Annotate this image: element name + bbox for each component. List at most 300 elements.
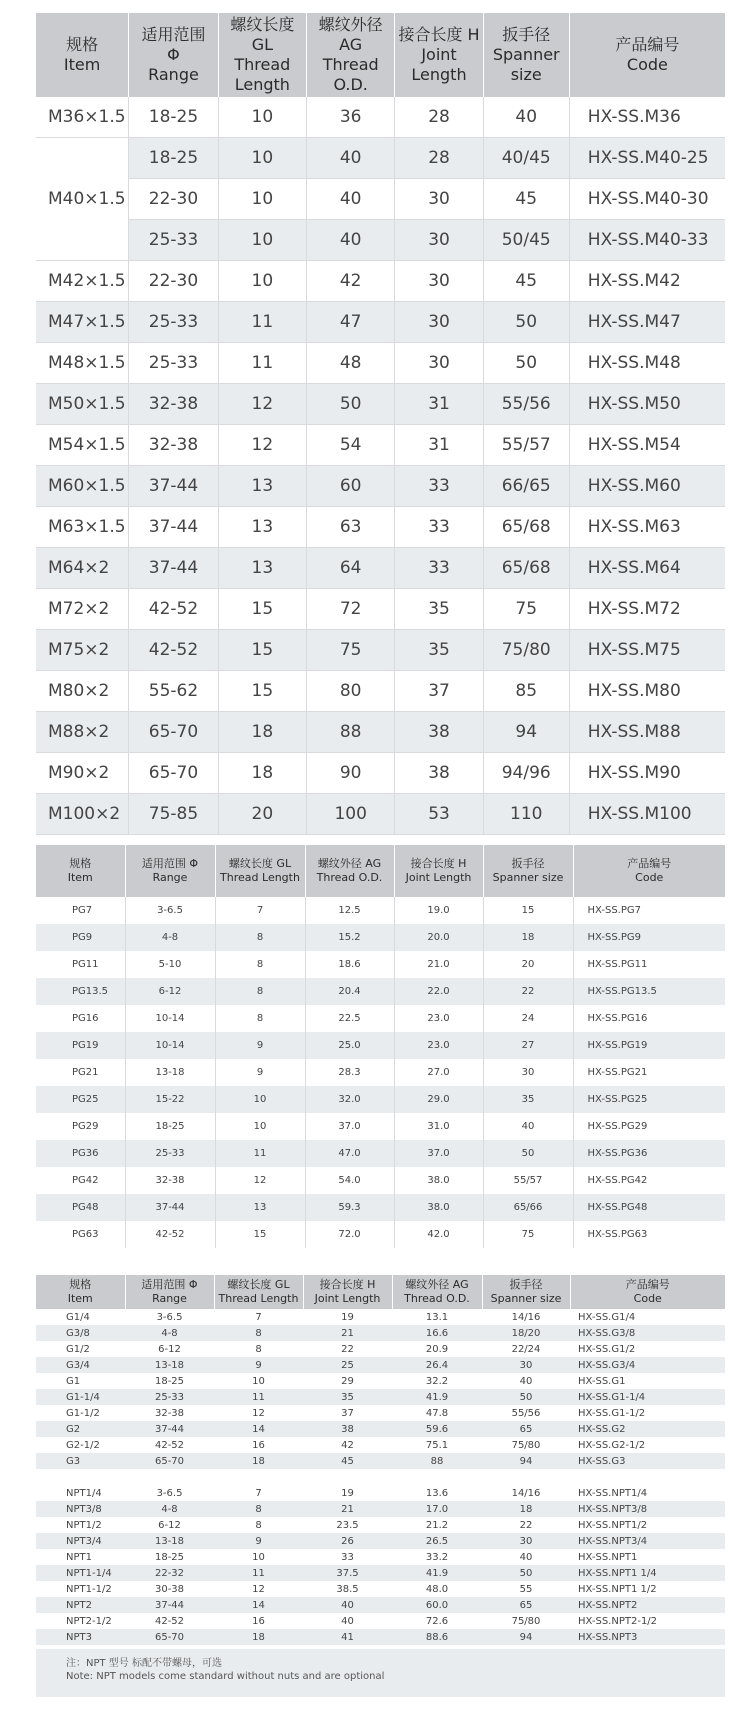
cell-thread-od: 54 [307, 425, 395, 466]
cell-joint-length: 42.0 [394, 1221, 483, 1248]
cell-thread-od: 72.6 [392, 1613, 482, 1629]
cell-thread-od: 47.8 [392, 1405, 482, 1421]
cell-thread-od: 26.5 [392, 1533, 482, 1549]
cell-item: PG63 [36, 1221, 125, 1248]
cell-thread-od: 72.0 [305, 1221, 394, 1248]
cell-spanner-size: 40 [482, 1549, 570, 1565]
cell-thread-od: 75 [307, 630, 395, 671]
table-row [36, 1405, 725, 1421]
cell-range: 18-25 [125, 1113, 215, 1140]
cell-thread-length: 13 [218, 507, 306, 548]
cell-joint-length: 30 [395, 302, 483, 343]
table-row [36, 1421, 725, 1437]
cell-range: 42-52 [125, 1437, 214, 1453]
cell-code: HX-SS.PG19 [573, 1032, 725, 1059]
cell-thread-od: 47.0 [305, 1140, 394, 1167]
cell-thread-length: 18 [218, 712, 306, 753]
cell-range: 32-38 [125, 1167, 215, 1194]
cell-thread-length: 11 [215, 1140, 305, 1167]
cell-thread-length: 11 [214, 1565, 303, 1581]
cell-item: NPT2 [36, 1597, 125, 1613]
cell-thread-od: 60.0 [392, 1597, 482, 1613]
cell-item: M54×1.5 [36, 425, 129, 466]
cell-thread-length: 10 [215, 1086, 305, 1113]
cell-thread-length: 16 [214, 1437, 303, 1453]
cell-thread-od: 20.9 [392, 1341, 482, 1357]
table-row [36, 507, 725, 548]
cell-range: 18-25 [125, 1549, 214, 1565]
cell-spanner-size: 18/20 [482, 1325, 570, 1341]
cell-joint-length: 45 [303, 1453, 392, 1469]
cell-range: 22-30 [129, 179, 218, 220]
cell-joint-length: 38 [395, 753, 483, 794]
cell-spanner-size: 18 [482, 1501, 570, 1517]
cell-code: HX-SS.PG48 [573, 1194, 725, 1221]
cell-range: 42-52 [129, 589, 218, 630]
cell-range: 37-44 [125, 1597, 214, 1613]
cell-spanner-size: 45 [483, 179, 569, 220]
cell-code: HX-SS.M72 [569, 589, 725, 630]
cell-spanner-size: 40 [483, 1113, 573, 1140]
cell-code: HX-SS.G1-1/4 [570, 1389, 725, 1405]
cell-thread-od: 41.9 [392, 1565, 482, 1581]
cell-item: M100×2 [36, 794, 129, 835]
header-spanner-size: 扳手径 Spanner size [483, 13, 569, 97]
metric-spec-table [36, 13, 725, 835]
cell-thread-length: 14 [214, 1597, 303, 1613]
cell-joint-length: 23.0 [394, 1005, 483, 1032]
cell-item: M48×1.5 [36, 343, 129, 384]
cell-item: M80×2 [36, 671, 129, 712]
cell-range: 22-30 [129, 261, 218, 302]
cell-thread-od: 75.1 [392, 1437, 482, 1453]
cell-joint-length: 31.0 [394, 1113, 483, 1140]
cell-joint-length: 38.0 [394, 1194, 483, 1221]
cell-range: 25-33 [129, 343, 218, 384]
cell-range: 65-70 [125, 1453, 214, 1469]
cell-range: 6-12 [125, 978, 215, 1005]
cell-thread-length: 9 [215, 1032, 305, 1059]
pg-spec-table [36, 845, 725, 1248]
cell-thread-length: 12 [218, 384, 306, 425]
cell-item: G3 [36, 1453, 125, 1469]
cell-range: 6-12 [125, 1517, 214, 1533]
cell-item: M90×2 [36, 753, 129, 794]
cell-code: HX-SS.PG36 [573, 1140, 725, 1167]
cell-thread-od: 20.4 [305, 978, 394, 1005]
cell-item: M47×1.5 [36, 302, 129, 343]
cell-code: HX-SS.M40-33 [569, 220, 725, 261]
cell-range: 3-6.5 [125, 897, 215, 924]
cell-spanner-size: 14/16 [482, 1485, 570, 1501]
cell-thread-od: 54.0 [305, 1167, 394, 1194]
cell-code: HX-SS.M75 [569, 630, 725, 671]
header-thread-od: 螺纹外径 AG Thread O.D. [392, 1275, 482, 1309]
npt-note [36, 1649, 725, 1697]
cell-spanner-size: 65/68 [483, 548, 569, 589]
cell-thread-length: 20 [218, 794, 306, 835]
header-range: 适用范围 Φ Range [129, 13, 218, 97]
cell-item: M36×1.5 [36, 97, 129, 138]
cell-range: 65-70 [129, 712, 218, 753]
cell-thread-od: 18.6 [305, 951, 394, 978]
cell-spanner-size: 65 [482, 1421, 570, 1437]
cell-spanner-size: 15 [483, 897, 573, 924]
cell-range: 4-8 [125, 924, 215, 951]
cell-thread-length: 10 [215, 1113, 305, 1140]
cell-code: HX-SS.M64 [569, 548, 725, 589]
cell-code: HX-SS.G1/2 [570, 1341, 725, 1357]
cell-thread-od: 13.6 [392, 1485, 482, 1501]
header-range: 适用范围 Φ Range [125, 1275, 214, 1309]
cell-range: 13-18 [125, 1533, 214, 1549]
cell-thread-length: 15 [218, 630, 306, 671]
cell-joint-length: 33 [395, 466, 483, 507]
cell-spanner-size: 55/57 [483, 1167, 573, 1194]
cell-range: 30-38 [125, 1581, 214, 1597]
cell-code: HX-SS.M54 [569, 425, 725, 466]
cell-spanner-size: 22/24 [482, 1341, 570, 1357]
cell-code: HX-SS.G3/4 [570, 1357, 725, 1373]
cell-item: PG9 [36, 924, 125, 951]
cell-range: 37-44 [125, 1421, 214, 1437]
table-row [36, 97, 725, 138]
table-row [36, 138, 725, 179]
cell-code: HX-SS.G3/8 [570, 1325, 725, 1341]
cell-thread-length: 7 [214, 1309, 303, 1325]
header-item: 规格 Item [36, 1275, 125, 1309]
header-thread-length: 螺纹长度 GL Thread Length [215, 845, 305, 897]
cell-code: HX-SS.NPT3/4 [570, 1533, 725, 1549]
cell-item: PG25 [36, 1086, 125, 1113]
table-row [36, 1113, 725, 1140]
cell-thread-od: 42 [307, 261, 395, 302]
cell-code: HX-SS.M42 [569, 261, 725, 302]
cell-joint-length: 33 [395, 507, 483, 548]
cell-thread-length: 8 [214, 1325, 303, 1341]
cell-code: HX-SS.M40-30 [569, 179, 725, 220]
table-row [36, 1437, 725, 1453]
note-en: Note: NPT models come standard without nuts and are optional [66, 1671, 385, 1682]
cell-spanner-size: 65/66 [483, 1194, 573, 1221]
cell-item: G1-1/4 [36, 1389, 125, 1405]
cell-code: HX-SS.NPT1 1/2 [570, 1581, 725, 1597]
cell-thread-length: 7 [215, 897, 305, 924]
cell-thread-od: 15.2 [305, 924, 394, 951]
header-thread-length: 螺纹长度 GL Thread Length [214, 1275, 303, 1309]
cell-item: PG13.5 [36, 978, 125, 1005]
cell-item: PG7 [36, 897, 125, 924]
table-row [36, 1140, 725, 1167]
cell-code: HX-SS.M90 [569, 753, 725, 794]
cell-thread-od: 26.4 [392, 1357, 482, 1373]
cell-spanner-size: 30 [483, 1059, 573, 1086]
header-code: 产品编号 Code [569, 13, 725, 97]
cell-range: 37-44 [129, 507, 218, 548]
cell-code: HX-SS.M88 [569, 712, 725, 753]
cell-joint-length: 22 [303, 1341, 392, 1357]
table-row [36, 1501, 725, 1517]
cell-joint-length: 22.0 [394, 978, 483, 1005]
cell-range: 3-6.5 [125, 1309, 214, 1325]
cell-code: HX-SS.PG21 [573, 1059, 725, 1086]
cell-range: 65-70 [129, 753, 218, 794]
table-row [36, 630, 725, 671]
cell-thread-od: 63 [307, 507, 395, 548]
cell-item: PG29 [36, 1113, 125, 1140]
cell-spanner-size: 50 [483, 302, 569, 343]
cell-joint-length: 30 [395, 261, 483, 302]
table-row [36, 978, 725, 1005]
table-row [36, 179, 725, 220]
cell-range: 4-8 [125, 1325, 214, 1341]
cell-code: HX-SS.M63 [569, 507, 725, 548]
cell-joint-length: 29.0 [394, 1086, 483, 1113]
cell-code: HX-SS.M48 [569, 343, 725, 384]
cell-thread-od: 37.0 [305, 1113, 394, 1140]
cell-joint-length: 31 [395, 425, 483, 466]
cell-thread-length: 8 [215, 1005, 305, 1032]
cell-item: NPT1 [36, 1549, 125, 1565]
cell-joint-length: 27.0 [394, 1059, 483, 1086]
cell-code: HX-SS.NPT2-1/2 [570, 1613, 725, 1629]
cell-thread-od: 13.1 [392, 1309, 482, 1325]
cell-joint-length: 53 [395, 794, 483, 835]
header-range: 适用范围 Φ Range [125, 845, 215, 897]
cell-code: HX-SS.PG7 [573, 897, 725, 924]
table-row [36, 1167, 725, 1194]
cell-item: M72×2 [36, 589, 129, 630]
cell-joint-length: 41 [303, 1629, 392, 1645]
table-row [36, 712, 725, 753]
cell-thread-od: 88 [307, 712, 395, 753]
cell-item: G1/4 [36, 1309, 125, 1325]
cell-spanner-size: 65 [482, 1597, 570, 1613]
table-row [36, 343, 725, 384]
cell-thread-length: 12 [214, 1581, 303, 1597]
cell-joint-length: 19.0 [394, 897, 483, 924]
cell-code: HX-SS.G1-1/2 [570, 1405, 725, 1421]
table-row [36, 1005, 725, 1032]
header-thread-length: 螺纹长度 GL Thread Length [218, 13, 306, 97]
cell-range: 55-62 [129, 671, 218, 712]
cell-code: HX-SS.M40-25 [569, 138, 725, 179]
cell-joint-length: 37.0 [394, 1140, 483, 1167]
cell-spanner-size: 85 [483, 671, 569, 712]
cell-code: HX-SS.NPT3/8 [570, 1501, 725, 1517]
cell-joint-length: 21 [303, 1501, 392, 1517]
cell-joint-length: 29 [303, 1373, 392, 1389]
cell-spanner-size: 40/45 [483, 138, 569, 179]
cell-thread-od: 90 [307, 753, 395, 794]
cell-range: 4-8 [125, 1501, 214, 1517]
cell-thread-od: 36 [307, 97, 395, 138]
cell-range: 25-33 [125, 1140, 215, 1167]
cell-item: M64×2 [36, 548, 129, 589]
cell-range: 25-33 [125, 1389, 214, 1405]
cell-thread-od: 72 [307, 589, 395, 630]
cell-thread-length: 7 [214, 1485, 303, 1501]
cell-range: 5-10 [125, 951, 215, 978]
cell-range: 37-44 [129, 548, 218, 589]
cell-thread-od: 21.2 [392, 1517, 482, 1533]
cell-thread-od: 64 [307, 548, 395, 589]
cell-code: HX-SS.PG29 [573, 1113, 725, 1140]
cell-thread-od: 48.0 [392, 1581, 482, 1597]
table-row [36, 220, 725, 261]
cell-item: PG48 [36, 1194, 125, 1221]
cell-code: HX-SS.NPT3 [570, 1629, 725, 1645]
cell-spanner-size: 20 [483, 951, 573, 978]
table-row [36, 1453, 725, 1469]
table-row [36, 425, 725, 466]
cell-thread-od: 32.0 [305, 1086, 394, 1113]
cell-thread-length: 9 [215, 1059, 305, 1086]
cell-range: 42-52 [125, 1221, 215, 1248]
cell-spanner-size: 50 [482, 1389, 570, 1405]
cell-thread-length: 13 [218, 548, 306, 589]
cell-spanner-size: 18 [483, 924, 573, 951]
cell-thread-od: 88.6 [392, 1629, 482, 1645]
cell-code: HX-SS.NPT2 [570, 1597, 725, 1613]
cell-spanner-size: 45 [483, 261, 569, 302]
cell-range: 10-14 [125, 1005, 215, 1032]
cell-range: 22-32 [125, 1565, 214, 1581]
header-item: 规格 Item [36, 13, 129, 97]
cell-spanner-size: 40 [482, 1373, 570, 1389]
table-row [36, 671, 725, 712]
cell-range: 25-33 [129, 302, 218, 343]
cell-spanner-size: 94 [482, 1629, 570, 1645]
table-row [36, 384, 725, 425]
cell-joint-length: 38 [303, 1421, 392, 1437]
table-row [36, 1086, 725, 1113]
cell-range: 42-52 [125, 1613, 214, 1629]
table-row [36, 1389, 725, 1405]
cell-spanner-size: 110 [483, 794, 569, 835]
cell-item: G2-1/2 [36, 1437, 125, 1453]
cell-code: HX-SS.NPT1/2 [570, 1517, 725, 1533]
cell-joint-length: 28 [395, 97, 483, 138]
table-row [36, 1581, 725, 1597]
cell-item: M42×1.5 [36, 261, 129, 302]
cell-range: 15-22 [125, 1086, 215, 1113]
cell-item: M63×1.5 [36, 507, 129, 548]
cell-item: M40×1.5 [36, 138, 129, 261]
cell-item: G1-1/2 [36, 1405, 125, 1421]
cell-code: HX-SS.M100 [569, 794, 725, 835]
cell-item: M88×2 [36, 712, 129, 753]
cell-item: NPT1/2 [36, 1517, 125, 1533]
cell-item: PG42 [36, 1167, 125, 1194]
cell-joint-length: 37 [303, 1405, 392, 1421]
cell-spanner-size: 66/65 [483, 466, 569, 507]
cell-range: 42-52 [129, 630, 218, 671]
cell-thread-od: 59.3 [305, 1194, 394, 1221]
section-spacer [36, 1469, 725, 1485]
cell-thread-od: 60 [307, 466, 395, 507]
cell-thread-length: 10 [218, 261, 306, 302]
cell-joint-length: 33 [395, 548, 483, 589]
cell-spanner-size: 55/57 [483, 425, 569, 466]
cell-range: 10-14 [125, 1032, 215, 1059]
cell-joint-length: 35 [303, 1389, 392, 1405]
cell-joint-length: 30 [395, 179, 483, 220]
cell-range: 75-85 [129, 794, 218, 835]
header-thread-od: 螺纹外径 AG Thread O.D. [307, 13, 395, 97]
cell-spanner-size: 30 [482, 1357, 570, 1373]
cell-spanner-size: 50 [482, 1565, 570, 1581]
cell-item: G1/2 [36, 1341, 125, 1357]
cell-code: HX-SS.M50 [569, 384, 725, 425]
table-row [36, 1565, 725, 1581]
cell-range: 32-38 [129, 425, 218, 466]
cell-item: G3/8 [36, 1325, 125, 1341]
cell-spanner-size: 50 [483, 343, 569, 384]
table-row [36, 1517, 725, 1533]
cell-spanner-size: 27 [483, 1032, 573, 1059]
cell-spanner-size: 55 [482, 1581, 570, 1597]
cell-code: HX-SS.M47 [569, 302, 725, 343]
cell-item: NPT3/4 [36, 1533, 125, 1549]
table-row [36, 1309, 725, 1325]
cell-thread-od: 88 [392, 1453, 482, 1469]
cell-range: 32-38 [129, 384, 218, 425]
table-row [36, 1485, 725, 1501]
cell-thread-length: 10 [214, 1373, 303, 1389]
cell-spanner-size: 50 [483, 1140, 573, 1167]
table-row [36, 794, 725, 835]
cell-thread-length: 8 [215, 951, 305, 978]
cell-item: NPT1-1/4 [36, 1565, 125, 1581]
cell-code: HX-SS.G2 [570, 1421, 725, 1437]
cell-thread-length: 14 [214, 1421, 303, 1437]
cell-item: PG36 [36, 1140, 125, 1167]
cell-joint-length: 40 [303, 1613, 392, 1629]
cell-spanner-size: 75 [483, 589, 569, 630]
cell-code: HX-SS.PG42 [573, 1167, 725, 1194]
table-row [36, 951, 725, 978]
header-spanner-size: 扳手径 Spanner size [483, 845, 573, 897]
cell-range: 18-25 [129, 97, 218, 138]
spacer-cell [36, 1469, 725, 1485]
cell-thread-length: 15 [218, 589, 306, 630]
cell-code: HX-SS.G2-1/2 [570, 1437, 725, 1453]
table-row [36, 753, 725, 794]
cell-item: NPT3 [36, 1629, 125, 1645]
cell-range: 25-33 [129, 220, 218, 261]
cell-spanner-size: 40 [483, 97, 569, 138]
cell-joint-length: 25 [303, 1357, 392, 1373]
cell-range: 13-18 [125, 1059, 215, 1086]
cell-item: G1 [36, 1373, 125, 1389]
header-code: 产品编号 Code [573, 845, 725, 897]
cell-thread-od: 33.2 [392, 1549, 482, 1565]
cell-thread-od: 80 [307, 671, 395, 712]
cell-thread-length: 12 [218, 425, 306, 466]
cell-code: HX-SS.M80 [569, 671, 725, 712]
cell-range: 32-38 [125, 1405, 214, 1421]
cell-spanner-size: 50/45 [483, 220, 569, 261]
cell-thread-od: 16.6 [392, 1325, 482, 1341]
table-row [36, 1597, 725, 1613]
cell-range: 6-12 [125, 1341, 214, 1357]
cell-thread-length: 18 [218, 753, 306, 794]
cell-thread-od: 22.5 [305, 1005, 394, 1032]
cell-range: 65-70 [125, 1629, 214, 1645]
cell-spanner-size: 35 [483, 1086, 573, 1113]
note-zh: 注：NPT 型号 标配不带螺母，可选 [66, 1658, 222, 1669]
